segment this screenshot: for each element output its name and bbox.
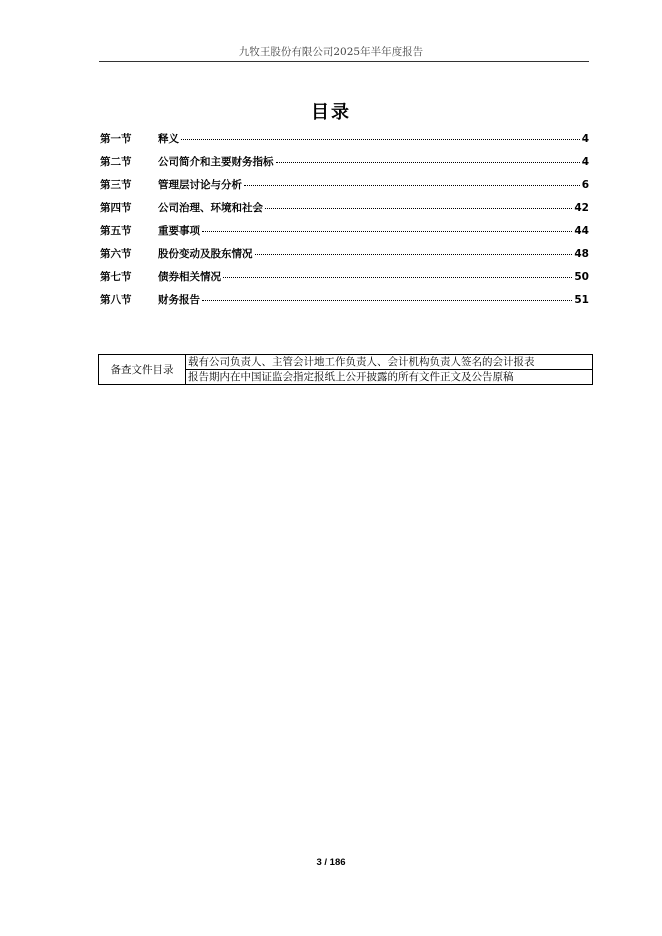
toc-page-number: 4 xyxy=(581,133,589,145)
running-header: 九牧王股份有限公司2025年半年度报告 xyxy=(238,46,424,58)
table-row xyxy=(99,355,593,370)
toc-section-number: 第一节 xyxy=(100,133,132,145)
toc-page-number: 44 xyxy=(574,225,589,237)
toc-section-number: 第八节 xyxy=(100,294,132,306)
toc-leader-dots xyxy=(202,299,572,301)
toc-leader-dots xyxy=(265,207,572,209)
reference-document-item: 载有公司负责人、主管会计地工作负责人、会计机构负责人签名的会计报表 xyxy=(186,355,593,370)
toc-section-number: 第七节 xyxy=(100,271,132,283)
header-divider xyxy=(99,61,589,62)
toc-entry[interactable] xyxy=(100,246,589,262)
toc-section-title: 公司简介和主要财务指标 xyxy=(158,156,274,168)
toc-page-number: 42 xyxy=(574,202,589,214)
toc-entry[interactable] xyxy=(100,177,589,193)
toc-page-number: 48 xyxy=(574,248,589,260)
toc-section-title: 公司治理、环境和社会 xyxy=(158,202,263,214)
toc-leader-dots xyxy=(255,253,573,255)
toc-leader-dots xyxy=(181,138,580,140)
toc-leader-dots xyxy=(244,184,580,186)
table-of-contents xyxy=(100,131,589,315)
toc-leader-dots xyxy=(223,276,572,278)
toc-page-number: 6 xyxy=(581,179,589,191)
toc-entry[interactable] xyxy=(100,154,589,170)
reference-documents-table xyxy=(98,354,593,385)
toc-entry[interactable] xyxy=(100,131,589,147)
toc-leader-dots xyxy=(202,230,572,232)
page-title: 目录 xyxy=(311,102,351,123)
toc-section-title: 股份变动及股东情况 xyxy=(158,248,253,260)
toc-entry[interactable] xyxy=(100,200,589,216)
toc-section-number: 第五节 xyxy=(100,225,132,237)
toc-page-number: 50 xyxy=(574,271,589,283)
toc-leader-dots xyxy=(276,161,580,163)
toc-page-number: 4 xyxy=(581,156,589,168)
toc-section-number: 第三节 xyxy=(100,179,132,191)
reference-documents-label: 备查文件目录 xyxy=(99,355,186,385)
toc-section-title: 释义 xyxy=(158,133,179,145)
toc-section-number: 第四节 xyxy=(100,202,132,214)
toc-section-title: 管理层讨论与分析 xyxy=(158,179,242,191)
toc-section-number: 第二节 xyxy=(100,156,132,168)
toc-entry[interactable] xyxy=(100,269,589,285)
toc-page-number: 51 xyxy=(574,294,589,306)
toc-section-title: 债券相关情况 xyxy=(158,271,221,283)
toc-entry[interactable] xyxy=(100,292,589,308)
page-number-footer: 3 / 186 xyxy=(316,857,346,868)
toc-section-number: 第六节 xyxy=(100,248,132,260)
toc-section-title: 财务报告 xyxy=(158,294,200,306)
reference-document-item: 报告期内在中国证监会指定报纸上公开披露的所有文件正文及公告原稿 xyxy=(186,370,593,385)
toc-entry[interactable] xyxy=(100,223,589,239)
toc-section-title: 重要事项 xyxy=(158,225,200,237)
